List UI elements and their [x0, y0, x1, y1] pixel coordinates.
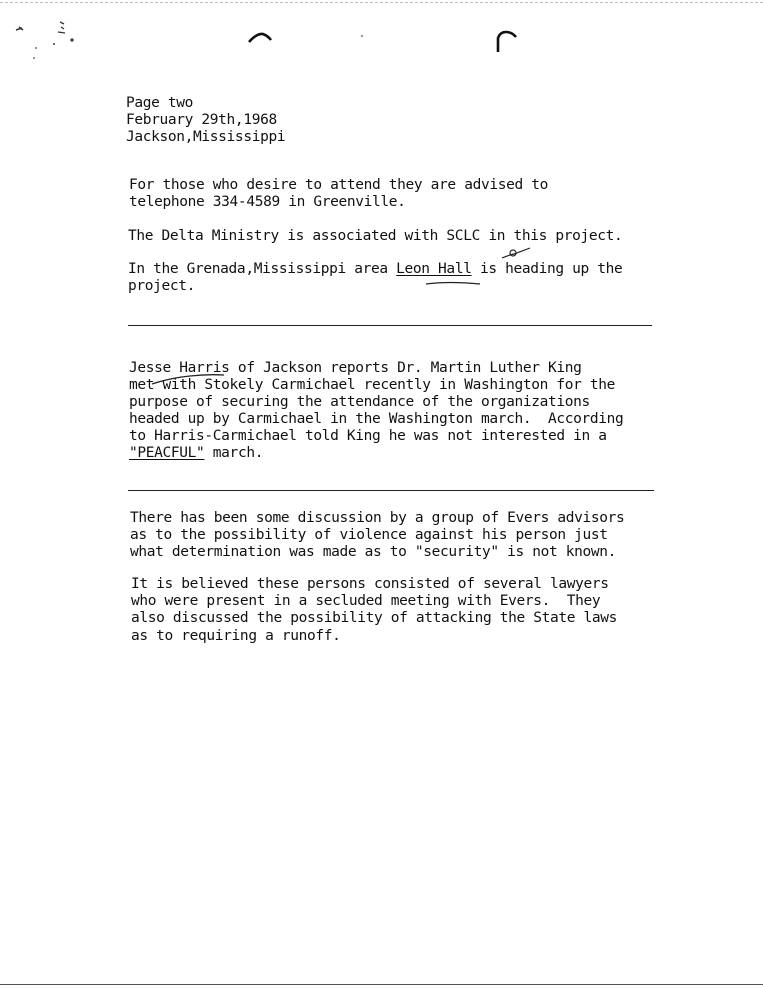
- paragraph-line: There has been some discussion by a group of Evers advisors: [130, 510, 625, 526]
- paragraph-line: headed up by Carmichael in the Washington march. According: [129, 411, 624, 427]
- paragraph-line: as to requiring a runoff.: [131, 628, 341, 644]
- handwritten-annotation-mark: [500, 245, 532, 261]
- paragraph-line: telephone 334-4589 in Greenville.: [129, 194, 406, 210]
- paragraph-line: [128, 261, 622, 278]
- paragraph-line: met with Stokely Carmichael recently in Washington for the: [129, 377, 616, 393]
- paragraph-line: The Delta Ministry is associated with SCLC in this project.: [128, 228, 623, 244]
- paragraph-line: to Harris-Carmichael told King he was not interested in a: [129, 428, 607, 444]
- paragraph-line: who were present in a secluded meeting with Evers. They: [131, 593, 601, 609]
- handwritten-underline-mark: [150, 372, 226, 386]
- paragraph-text: march.: [204, 445, 264, 461]
- paragraph-line: It is believed these persons consisted of several lawyers: [131, 576, 609, 592]
- paragraph-line: Jesse Harris of Jackson reports Dr. Martin Luther King: [129, 360, 582, 376]
- section-divider: [128, 325, 652, 326]
- document-location: Jackson,Mississippi: [126, 129, 286, 145]
- paragraph-text: In the Grenada,Mississippi area: [128, 261, 397, 277]
- bottom-edge-line: [0, 984, 763, 985]
- top-perforation-edge: [0, 2, 763, 3]
- punch-mark-left: [247, 30, 273, 46]
- paragraph-line: project.: [128, 278, 196, 294]
- underlined-word: "PEACFUL": [129, 445, 205, 461]
- punch-mark-right: [494, 28, 520, 54]
- paragraph-line: For those who desire to attend they are advised to: [129, 177, 548, 193]
- scan-specks-mark: [14, 18, 84, 63]
- paragraph-line: purpose of securing the attendance of the organizations: [129, 394, 590, 410]
- paragraph-line: also discussed the possibility of attacking the State laws: [131, 610, 618, 626]
- paragraph-line: [129, 445, 263, 462]
- document-date: February 29th,1968: [126, 112, 277, 128]
- paragraph-text: is heading up the: [471, 261, 623, 277]
- paragraph-line: as to the possibility of violence against his person just: [130, 527, 608, 543]
- paragraph-line: what determination was made as to "security" is not known.: [130, 544, 617, 560]
- section-divider: [128, 490, 654, 491]
- handwritten-underline-mark: [424, 280, 484, 288]
- underlined-name: Leon Hall: [396, 261, 472, 277]
- speck-dot: [360, 34, 364, 38]
- page-label: Page two: [126, 95, 194, 111]
